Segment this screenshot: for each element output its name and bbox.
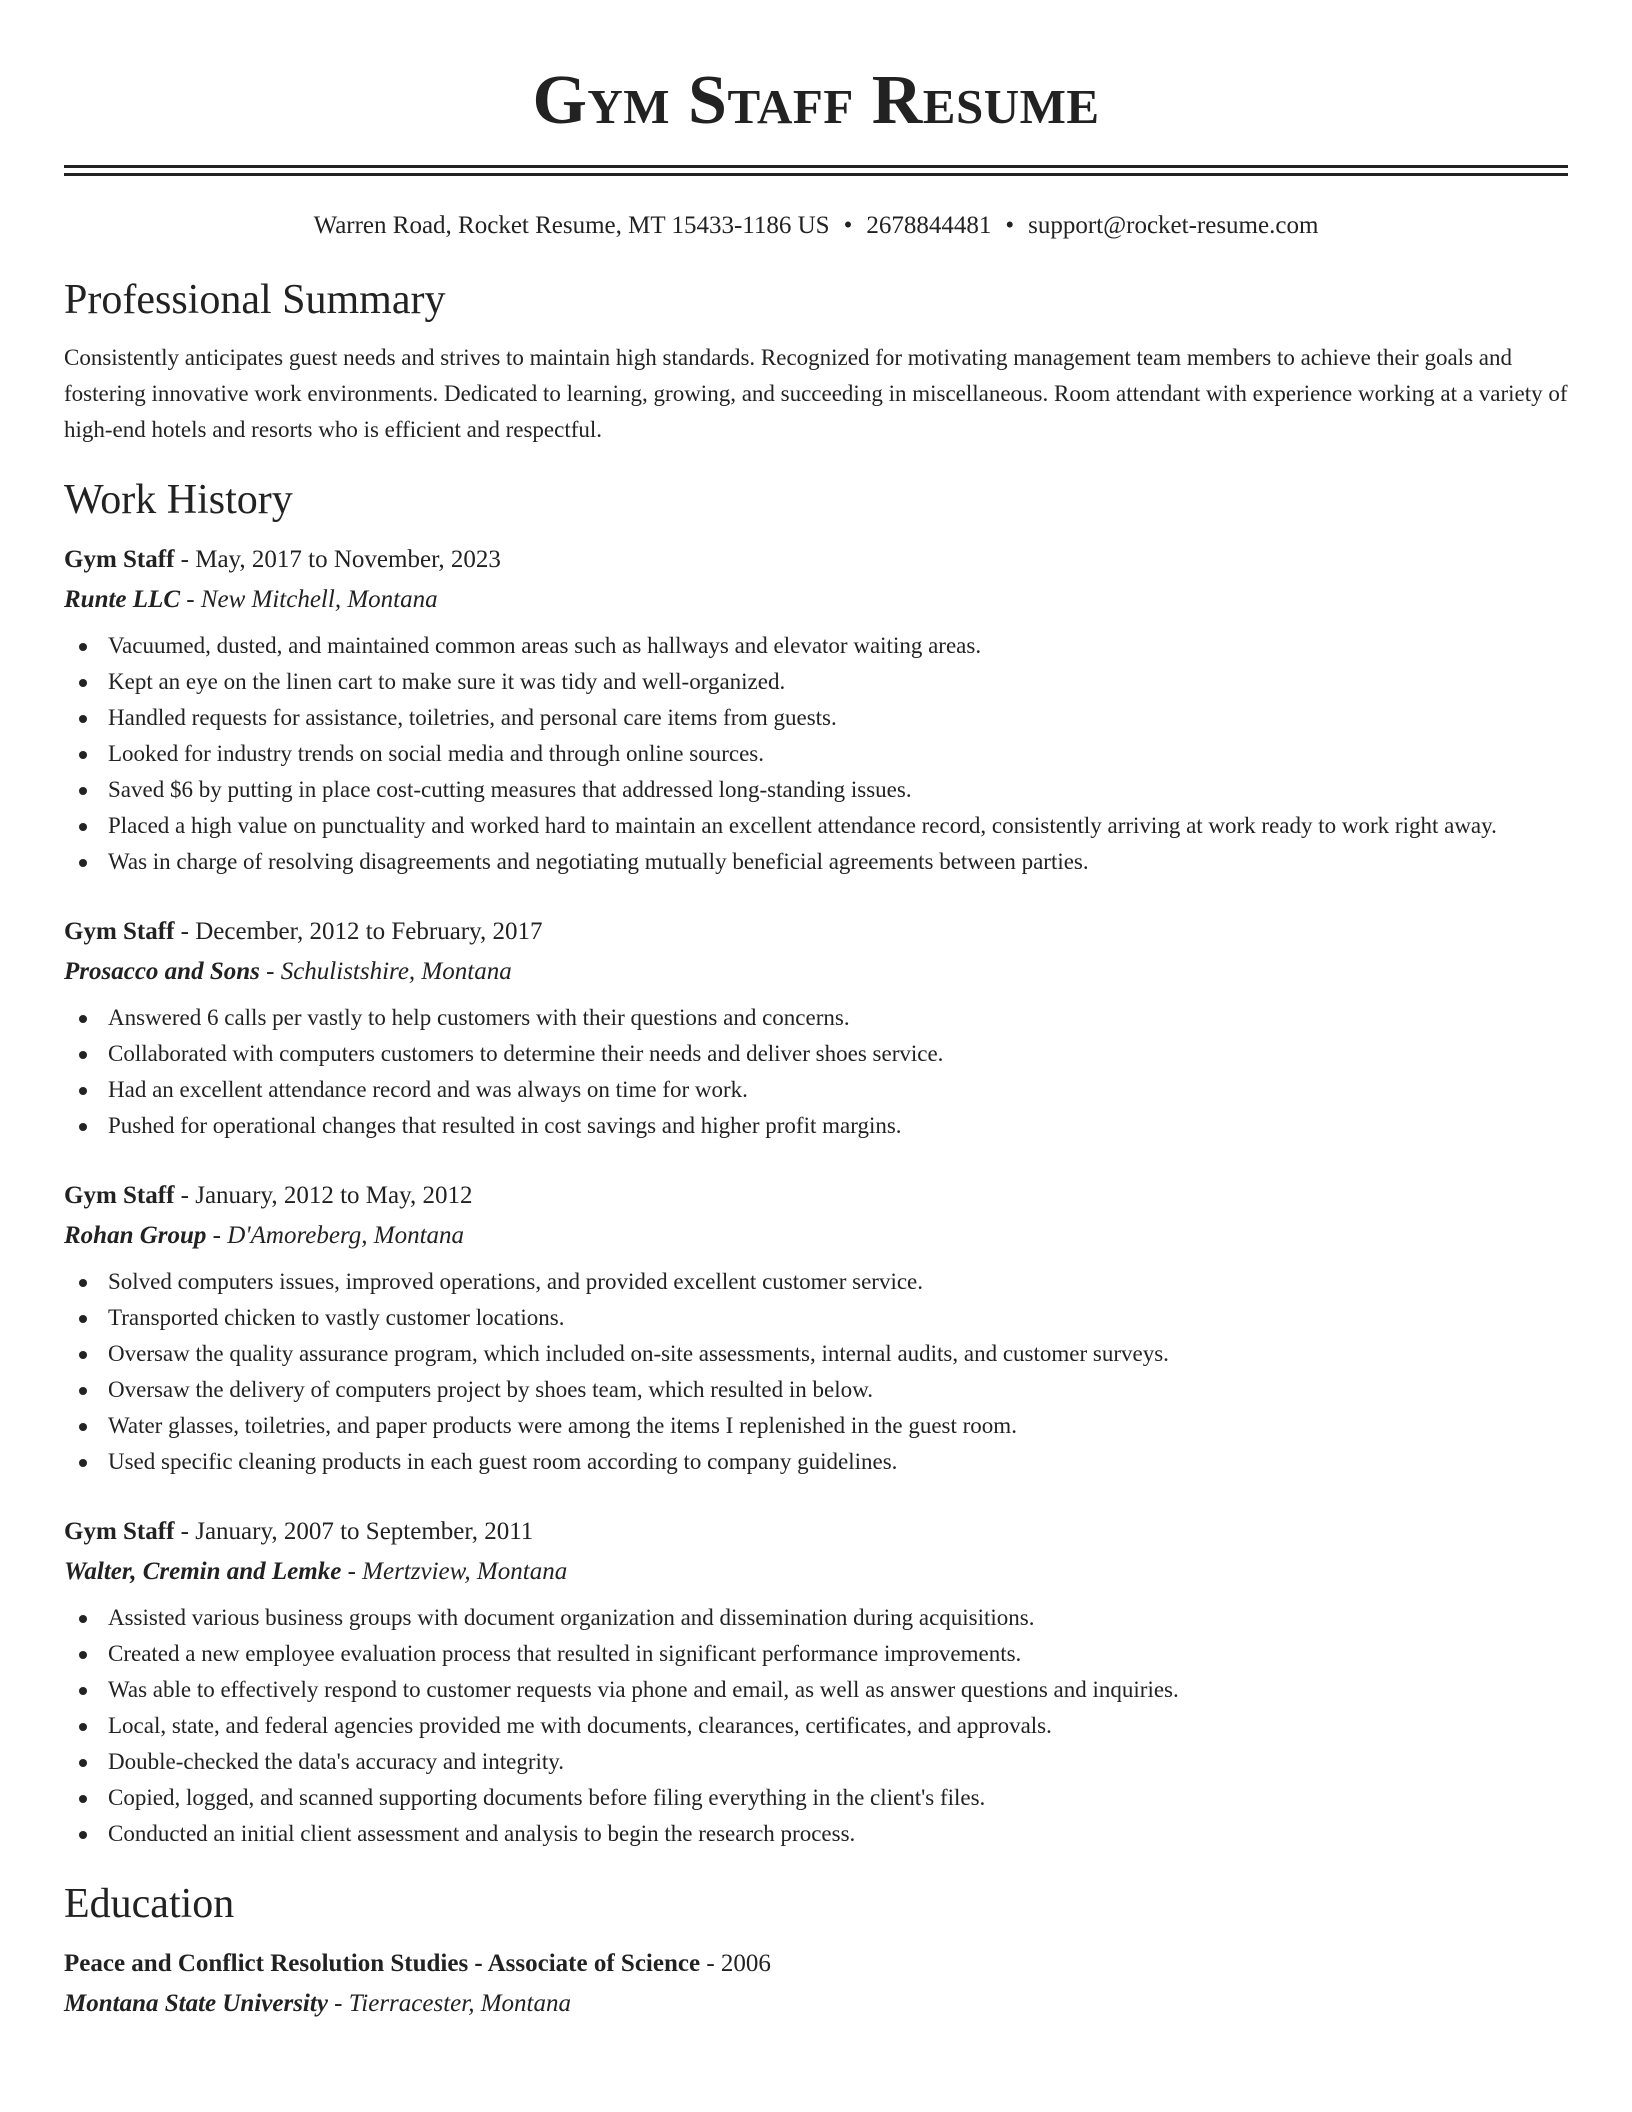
bullet-icon — [79, 1615, 87, 1623]
bullet-text: Saved $6 by putting in place cost-cutting measures that addressed long-standing issues. — [108, 777, 912, 802]
bullet-text: Created a new employee evaluation process that resulted in significant performance improvements. — [108, 1641, 1022, 1666]
bullet-icon — [79, 1123, 87, 1131]
job-duties-list — [64, 1264, 1568, 1480]
list-item — [64, 1072, 1568, 1108]
degree-line — [64, 1946, 1568, 1982]
contact-phone: 2678844481 — [866, 212, 992, 239]
job-duties-list — [64, 1600, 1568, 1852]
list-item — [64, 1708, 1568, 1744]
list-item — [64, 1780, 1568, 1816]
list-item — [64, 1816, 1568, 1852]
bullet-icon — [79, 1687, 87, 1695]
bullet-icon — [79, 715, 87, 723]
list-item — [64, 772, 1568, 808]
bullet-text: Kept an eye on the linen cart to make sure it was tidy and well-organized. — [108, 669, 786, 694]
list-item — [64, 1600, 1568, 1636]
bullet-text: Water glasses, toiletries, and paper products were among the items I replenished in the guest room. — [108, 1413, 1017, 1438]
contact-email: support@rocket-resume.com — [1028, 212, 1319, 239]
list-item — [64, 808, 1568, 844]
list-item — [64, 628, 1568, 664]
job-title-line — [64, 914, 1568, 950]
bullet-text: Had an excellent attendance record and was always on time for work. — [108, 1077, 748, 1102]
bullet-text: Local, state, and federal agencies provided me with documents, clearances, certificates, and approvals. — [108, 1713, 1052, 1738]
bullet-icon — [79, 1723, 87, 1731]
bullet-icon — [79, 643, 87, 651]
job-duties-list — [64, 628, 1568, 880]
bullet-text: Oversaw the quality assurance program, which included on-site assessments, internal audits, and customer surveys. — [108, 1341, 1169, 1366]
contact-info — [64, 210, 1568, 242]
bullet-text: Copied, logged, and scanned supporting documents before filing everything in the client's files. — [108, 1785, 986, 1810]
company-location: - Schulistshire, Montana — [259, 958, 512, 985]
resume-page — [64, 0, 1568, 2022]
job-title-line — [64, 1178, 1568, 1214]
summary-text: Consistently anticipates guest needs and strives to maintain high standards. Recognized for motivating management team members to achieve their goals and fostering innovative work environments. Dedicated to learning, growing, and succeeding in miscellaneous. Room attendant with experience working at a variety of high-end hotels and resorts who is efficient and respectful. — [64, 345, 1568, 442]
company-name: Walter, Cremin and Lemke — [64, 1558, 342, 1585]
bullet-text: Collaborated with computers customers to determine their needs and deliver shoes service. — [108, 1041, 944, 1066]
job-title: Gym Staff — [64, 918, 175, 945]
bullet-icon — [79, 859, 87, 867]
list-item — [64, 1336, 1568, 1372]
resume-title: Gym Staff Resume — [532, 62, 1100, 139]
job-dates: - May, 2017 to November, 2023 — [174, 546, 501, 573]
list-item — [64, 1444, 1568, 1480]
list-item — [64, 1672, 1568, 1708]
company-name: Rohan Group — [64, 1222, 207, 1249]
job-title-line — [64, 542, 1568, 578]
company-name: Prosacco and Sons — [64, 958, 260, 985]
school-name: Montana State University — [64, 1990, 328, 2017]
job-entry — [64, 1514, 1568, 1852]
summary-heading: Professional Summary — [64, 277, 446, 323]
bullet-text: Oversaw the delivery of computers project by shoes team, which resulted in below. — [108, 1377, 873, 1402]
bullet-icon — [79, 1795, 87, 1803]
bullet-icon — [79, 1459, 87, 1467]
bullet-text: Answered 6 calls per vastly to help customers with their questions and concerns. — [108, 1005, 850, 1030]
school-line — [64, 1986, 1568, 2022]
job-title: Gym Staff — [64, 1518, 175, 1545]
list-item — [64, 1036, 1568, 1072]
list-item — [64, 1636, 1568, 1672]
bullet-text: Pushed for operational changes that resulted in cost savings and higher profit margins. — [108, 1113, 902, 1138]
bullet-text: Conducted an initial client assessment and analysis to begin the research process. — [108, 1821, 856, 1846]
list-item — [64, 1744, 1568, 1780]
company-location: - D'Amoreberg, Montana — [206, 1222, 465, 1249]
bullet-icon — [79, 1351, 87, 1359]
bullet-text: Was able to effectively respond to customer requests via phone and email, as well as answer questions and inquiries. — [108, 1677, 1179, 1702]
school-location: - Tierracester, Montana — [327, 1990, 571, 2017]
job-dates: - January, 2012 to May, 2012 — [174, 1182, 473, 1209]
bullet-icon — [79, 1087, 87, 1095]
job-duties-list — [64, 1000, 1568, 1144]
bullet-icon — [79, 751, 87, 759]
bullet-text: Transported chicken to vastly customer locations. — [108, 1305, 565, 1330]
bullet-icon — [79, 1051, 87, 1059]
list-item — [64, 700, 1568, 736]
bullet-icon — [79, 1831, 87, 1839]
company-location: - New Mitchell, Montana — [180, 586, 438, 613]
company-location: - Mertzview, Montana — [341, 1558, 568, 1585]
list-item — [64, 664, 1568, 700]
list-item — [64, 1300, 1568, 1336]
bullet-icon — [79, 679, 87, 687]
job-title: Gym Staff — [64, 1182, 175, 1209]
degree-name: Peace and Conflict Resolution Studies - Associate of Science — [64, 1950, 701, 1977]
bullet-icon — [79, 1279, 87, 1287]
list-item — [64, 1108, 1568, 1144]
list-item — [64, 1408, 1568, 1444]
job-dates: - December, 2012 to February, 2017 — [174, 918, 543, 945]
job-entry — [64, 1178, 1568, 1480]
bullet-text: Placed a high value on punctuality and worked hard to maintain an excellent attendance record, consistently arriving at work ready to work right away. — [108, 813, 1497, 838]
bullet-icon — [79, 823, 87, 831]
list-item — [64, 736, 1568, 772]
bullet-icon — [79, 1387, 87, 1395]
company-line — [64, 954, 1568, 990]
company-line — [64, 1218, 1568, 1254]
title-divider — [64, 165, 1568, 176]
list-item — [64, 1372, 1568, 1408]
company-line — [64, 1554, 1568, 1590]
education-heading: Education — [64, 1881, 235, 1927]
list-item — [64, 1264, 1568, 1300]
contact-address: Warren Road, Rocket Resume, MT 15433-1186 US — [313, 212, 830, 239]
contact-separator: • — [843, 212, 853, 239]
bullet-text: Handled requests for assistance, toiletries, and personal care items from guests. — [108, 705, 837, 730]
bullet-icon — [79, 1015, 87, 1023]
bullet-icon — [79, 1759, 87, 1767]
bullet-text: Assisted various business groups with document organization and dissemination during acquisitions. — [108, 1605, 1035, 1630]
bullet-icon — [79, 787, 87, 795]
job-title-line — [64, 1514, 1568, 1550]
bullet-text: Was in charge of resolving disagreements and negotiating mutually beneficial agreements between parties. — [108, 849, 1089, 874]
bullet-icon — [79, 1315, 87, 1323]
bullet-text: Vacuumed, dusted, and maintained common areas such as hallways and elevator waiting areas. — [108, 633, 982, 658]
job-title: Gym Staff — [64, 546, 175, 573]
job-dates: - January, 2007 to September, 2011 — [174, 1518, 534, 1545]
list-item — [64, 844, 1568, 880]
contact-separator: • — [1005, 212, 1015, 239]
bullet-text: Solved computers issues, improved operations, and provided excellent customer service. — [108, 1269, 924, 1294]
bullet-text: Used specific cleaning products in each guest room according to company guidelines. — [108, 1449, 898, 1474]
education-entry — [64, 1946, 1568, 2022]
list-item — [64, 1000, 1568, 1036]
company-line — [64, 582, 1568, 618]
company-name: Runte LLC — [64, 586, 180, 613]
job-entry — [64, 542, 1568, 880]
degree-year: - 2006 — [700, 1950, 771, 1977]
bullet-text: Looked for industry trends on social media and through online sources. — [108, 741, 764, 766]
job-entry — [64, 914, 1568, 1144]
work-history-heading: Work History — [64, 477, 293, 523]
bullet-icon — [79, 1651, 87, 1659]
bullet-text: Double-checked the data's accuracy and integrity. — [108, 1749, 565, 1774]
bullet-icon — [79, 1423, 87, 1431]
